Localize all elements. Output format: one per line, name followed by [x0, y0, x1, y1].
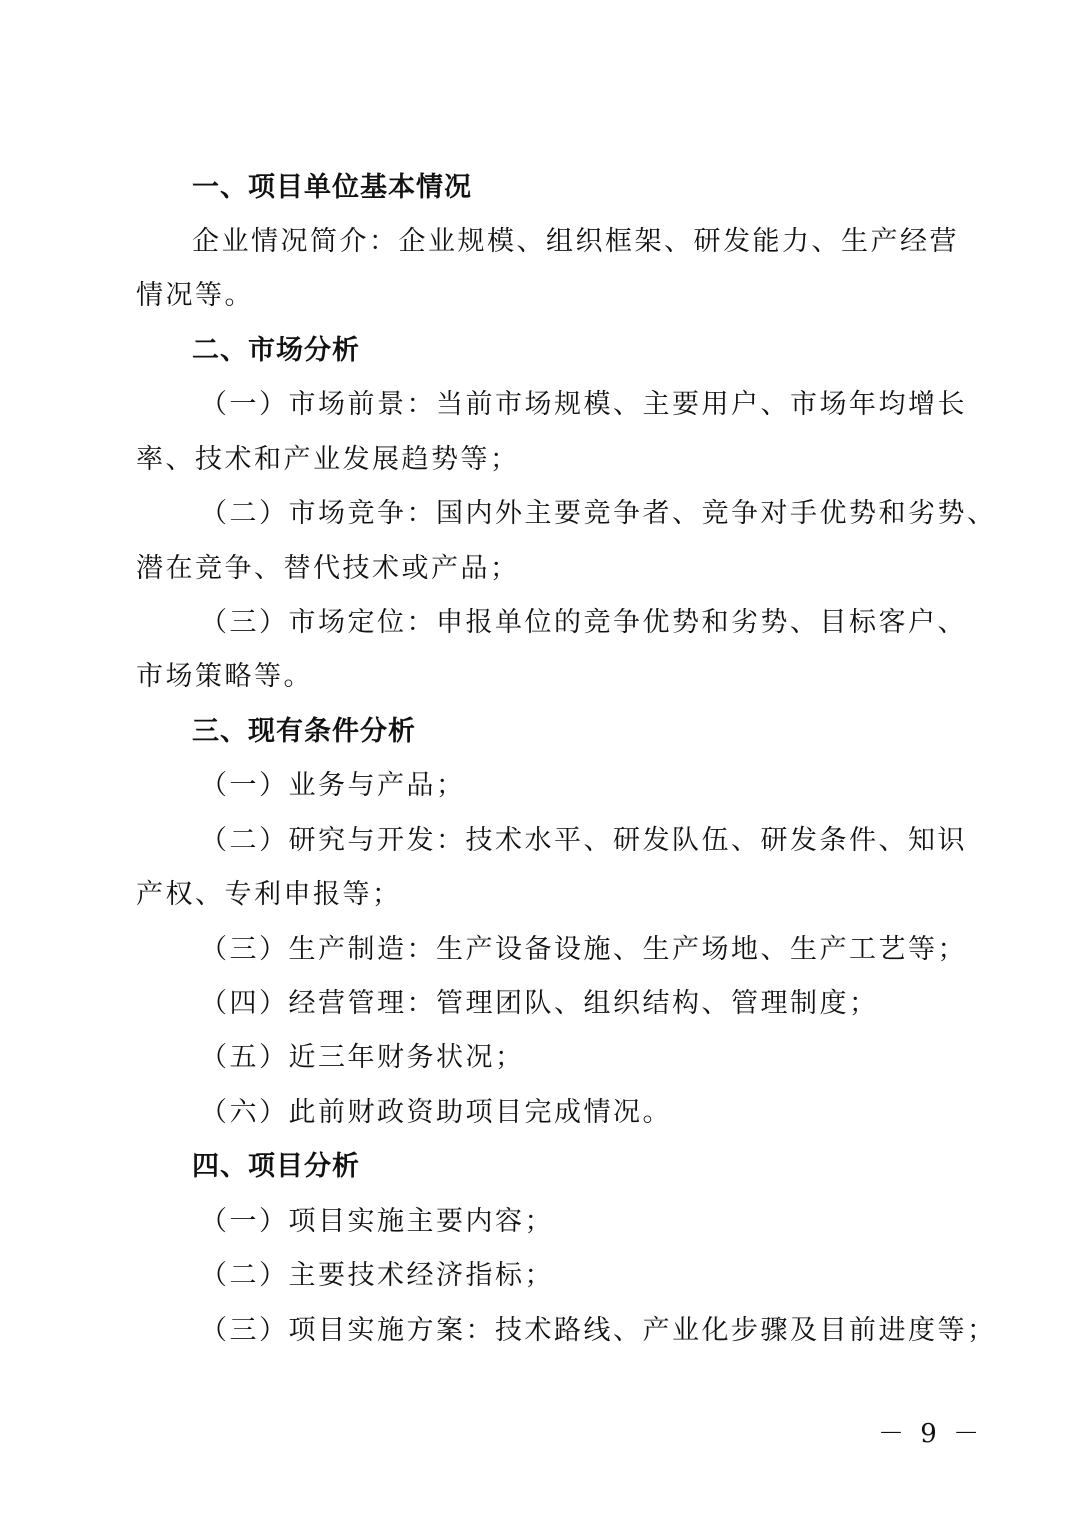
section-3-item-4: （四）经营管理：管理团队、组织结构、管理制度；	[200, 988, 879, 1019]
section-3-item-1: （一）业务与产品；	[200, 770, 466, 801]
section-3-item-2-line-2: 产权、专利申报等；	[136, 879, 402, 910]
section-4-item-3: （三）项目实施方案：技术路线、产业化步骤及目前进度等；	[200, 1315, 997, 1346]
section-4-item-1: （一）项目实施主要内容；	[200, 1206, 554, 1237]
section-1-paragraph-line-1: 企业情况简介：企业规模、组织框架、研发能力、生产经营	[192, 226, 959, 257]
section-2-item-2-line-2: 潜在竞争、替代技术或产品；	[136, 553, 520, 584]
section-3-heading: 三、现有条件分析	[192, 716, 416, 747]
section-2-heading: 二、市场分析	[192, 335, 360, 366]
section-3-item-6: （六）此前财政资助项目完成情况。	[200, 1097, 672, 1128]
section-2-item-1-line-1: （一）市场前景：当前市场规模、主要用户、市场年均增长	[200, 389, 967, 420]
section-4-heading: 四、项目分析	[192, 1151, 360, 1182]
section-2-item-1-line-2: 率、技术和产业发展趋势等；	[136, 444, 520, 475]
section-2-item-3-line-2: 市场策略等。	[136, 661, 313, 692]
section-3-item-5: （五）近三年财务状况；	[200, 1042, 525, 1073]
section-2-item-3-line-1: （三）市场定位：申报单位的竞争优势和劣势、目标客户、	[200, 607, 967, 638]
section-1-paragraph-line-2: 情况等。	[136, 280, 254, 311]
section-2-item-2-line-1: （二）市场竞争：国内外主要竞争者、竞争对手优势和劣势、	[200, 498, 997, 529]
page-number: － 9 －	[878, 1419, 984, 1449]
section-3-item-2-line-1: （二）研究与开发：技术水平、研发队伍、研发条件、知识	[200, 825, 967, 856]
section-1-heading: 一、项目单位基本情况	[192, 172, 472, 203]
section-4-item-2: （二）主要技术经济指标；	[200, 1260, 554, 1291]
section-3-item-3: （三）生产制造：生产设备设施、生产场地、生产工艺等；	[200, 934, 967, 965]
